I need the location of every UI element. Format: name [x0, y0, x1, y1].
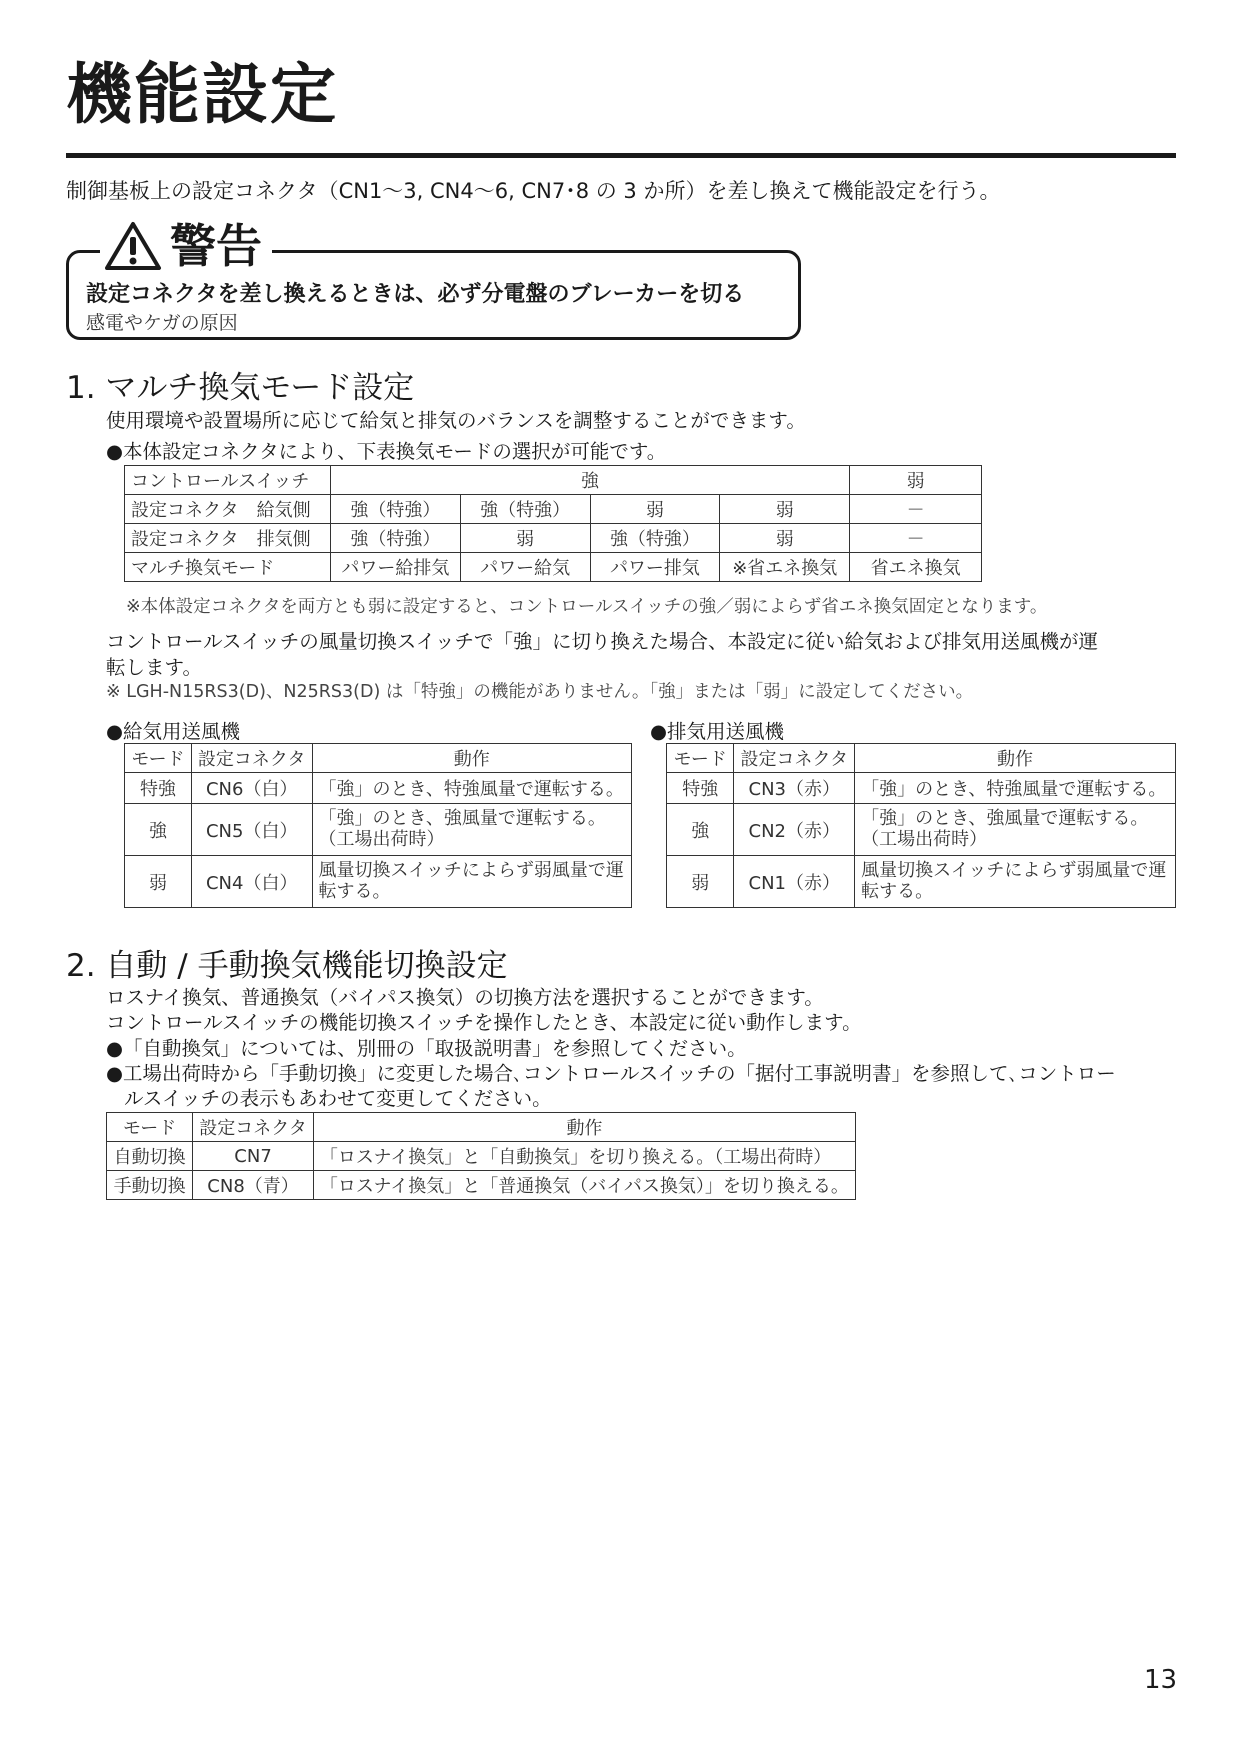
table-cell: 風量切換スイッチによらず弱風量で運転する。 [312, 856, 631, 908]
model-note: ※ LGH-N15RS3(D)、N25RS3(D) は「特強」の機能がありません。「強」または「弱」に設定してください。 [106, 682, 974, 702]
section2-bullet1: ●「自動換気」については、別冊の「取扱説明書」を参照してください。 [106, 1037, 747, 1060]
table-cell: CN4（白） [191, 856, 312, 908]
section1-bullet: ●本体設定コネクタにより、下表換気モードの選択が可能です。 [106, 440, 667, 463]
table-header-cell: モード [667, 744, 734, 773]
table-row [107, 1113, 856, 1142]
section1-title: 1. マルチ換気モード設定 [66, 370, 415, 406]
title-rule [66, 153, 1176, 158]
table-cell: 「強」のとき、強風量で運転する。（工場出荷時） [312, 804, 631, 856]
multi-mode-table [124, 465, 982, 582]
table-row [125, 856, 632, 908]
table-cell: CN3（赤） [734, 773, 855, 804]
section1-description: 使用環境や設置場所に応じて給気と排気のバランスを調整することができます。 [106, 409, 806, 432]
table-cell: 「強」のとき、特強風量で運転する。 [312, 773, 631, 804]
table-cell: ※省エネ換気 [720, 553, 850, 582]
table-cell: 弱 [667, 856, 734, 908]
table-row [107, 1171, 856, 1200]
table-cell: 「強」のとき、強風量で運転する。（工場出荷時） [855, 804, 1176, 856]
table-header-cell: 動作 [313, 1113, 855, 1142]
table-cell: CN1（赤） [734, 856, 855, 908]
table-cell: CN5（白） [191, 804, 312, 856]
table-cell: 風量切換スイッチによらず弱風量で運転する。 [855, 856, 1176, 908]
table-cell: 弱 [850, 466, 982, 495]
table-cell: 特強 [125, 773, 192, 804]
table-cell: 弱 [125, 856, 192, 908]
warning-label: 警告 [170, 219, 262, 273]
table-row [125, 524, 982, 553]
table-header-cell: モード [107, 1113, 193, 1142]
section2-bullet2-line2: ルスイッチの表示もあわせて変更してください。 [124, 1087, 552, 1110]
table-cell: 強（特強） [590, 524, 720, 553]
supply-fan-heading: ●給気用送風機 [106, 720, 241, 743]
warning-main-text: 設定コネクタを差し換えるときは、必ず分電盤のブレーカーを切る [86, 282, 745, 307]
table-cell: 自動切換 [107, 1142, 193, 1171]
table-cell: 強（特強） [330, 524, 460, 553]
table-row [667, 856, 1176, 908]
table-cell: － [850, 524, 982, 553]
table-cell: 特強 [667, 773, 734, 804]
table-cell: 設定コネクタ 排気側 [125, 524, 331, 553]
intro-text: 制御基板上の設定コネクタ（CN1～3, CN4～6, CN7･8 の 3 か所）を差し換えて機能設定を行う。 [66, 179, 1001, 203]
table-row [125, 553, 982, 582]
supply-fan-table [124, 743, 632, 908]
table-row [107, 1142, 856, 1171]
table-cell: CN6（白） [191, 773, 312, 804]
table-header-cell: 動作 [855, 744, 1176, 773]
table-row [125, 466, 982, 495]
warning-header [100, 220, 272, 272]
table-cell: CN8（青） [193, 1171, 314, 1200]
table-cell: 「ロスナイ換気」と「普通換気（バイパス換気）」を切り換える。 [313, 1171, 855, 1200]
page-title: 機能設定 [66, 56, 338, 133]
table-cell: 省エネ換気 [850, 553, 982, 582]
table-row [125, 804, 632, 856]
table-cell: 弱 [720, 495, 850, 524]
table-cell: パワー給気 [460, 553, 590, 582]
table-cell: 強（特強） [330, 495, 460, 524]
section2-line2: コントロールスイッチの機能切換スイッチを操作したとき、本設定に従い動作します。 [106, 1011, 862, 1034]
table-cell: 「強」のとき、特強風量で運転する。 [855, 773, 1176, 804]
switch-text-line1: コントロールスイッチの風量切換スイッチで「強」に切り換えた場合、本設定に従い給気および排気用送風機が運 [106, 630, 1098, 653]
table-header-cell: モード [125, 744, 192, 773]
table-header-cell: 設定コネクタ [191, 744, 312, 773]
table-cell: － [850, 495, 982, 524]
table-note: ※本体設定コネクタを両方とも弱に設定すると、コントロールスイッチの強／弱によらず省エネ換気固定となります。 [126, 597, 1048, 617]
table-row [125, 744, 632, 773]
ventilation-switch-table [106, 1112, 856, 1200]
table-cell: CN2（赤） [734, 804, 855, 856]
exhaust-fan-heading: ●排気用送風機 [650, 720, 785, 743]
section2-title: 2. 自動 / 手動換気機能切換設定 [66, 948, 508, 984]
table-header-cell: 設定コネクタ [193, 1113, 314, 1142]
table-header-cell: 設定コネクタ [734, 744, 855, 773]
table-header-cell: 動作 [312, 744, 631, 773]
table-row [667, 744, 1176, 773]
table-cell: 弱 [590, 495, 720, 524]
warning-sub-text: 感電やケガの原因 [86, 312, 238, 334]
table-cell: 強 [125, 804, 192, 856]
table-row [125, 495, 982, 524]
table-cell: 設定コネクタ 給気側 [125, 495, 331, 524]
table-cell: コントロールスイッチ [125, 466, 331, 495]
table-cell: 強（特強） [460, 495, 590, 524]
table-row [667, 804, 1176, 856]
table-cell: 手動切換 [107, 1171, 193, 1200]
table-row [667, 773, 1176, 804]
warning-triangle-icon [104, 220, 162, 272]
table-cell: パワー給排気 [330, 553, 460, 582]
table-row [125, 773, 632, 804]
exhaust-fan-table [666, 743, 1176, 908]
page-number: 13 [1144, 1665, 1178, 1695]
table-cell: 強 [330, 466, 849, 495]
section2-line1: ロスナイ換気、普通換気（バイパス換気）の切換方法を選択することができます。 [106, 986, 824, 1009]
table-cell: マルチ換気モード [125, 553, 331, 582]
table-cell: 「ロスナイ換気」と「自動換気」を切り換える。（工場出荷時） [313, 1142, 855, 1171]
table-cell: 弱 [460, 524, 590, 553]
section2-bullet2-line1: ●工場出荷時から「手動切換」に変更した場合､コントロールスイッチの「据付工事説明書」を参照して､コントロー [106, 1062, 1116, 1085]
table-cell: 強 [667, 804, 734, 856]
table-cell: CN7 [193, 1142, 314, 1171]
switch-text-line2: 転します。 [106, 656, 202, 679]
table-cell: パワー排気 [590, 553, 720, 582]
table-cell: 弱 [720, 524, 850, 553]
